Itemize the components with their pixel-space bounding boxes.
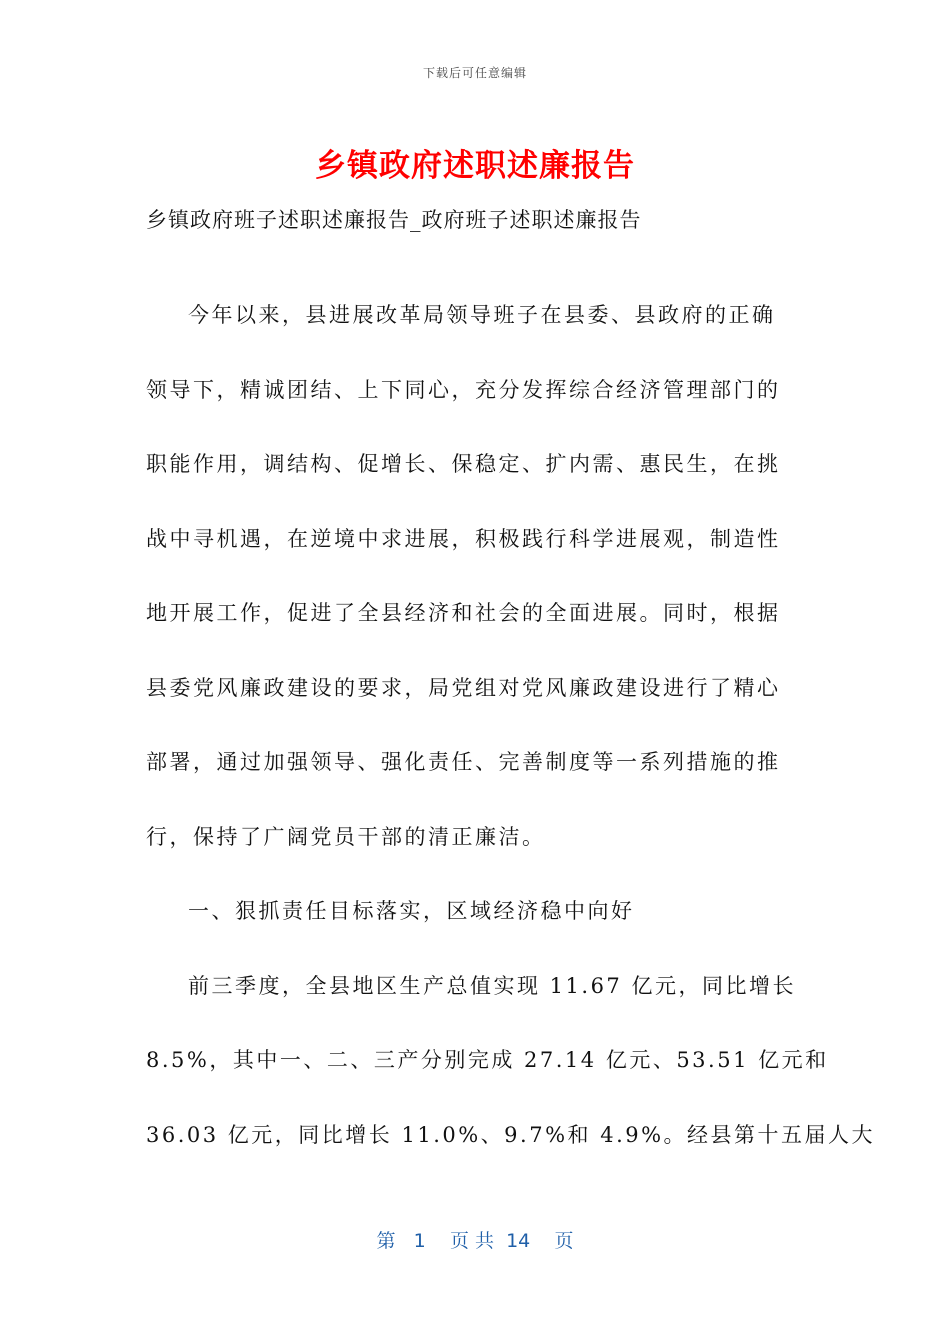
footer-suffix: 页 — [554, 1230, 574, 1252]
paragraph-line: 领导下，精诚团结、上下同心，充分发挥综合经济管理部门的 — [146, 377, 781, 402]
footer-middle: 页 共 — [449, 1230, 494, 1252]
paragraph-line: 地开展工作，促进了全县经济和社会的全面进展。同时，根据 — [146, 601, 781, 625]
document-subtitle: 乡镇政府班子述职述廉报告_政府班子述职述廉报告 — [146, 208, 642, 232]
section-heading-text: 一、狠抓责任目标落实，区域经济稳中向好 — [188, 899, 635, 923]
header-note: 下载后可任意编辑 — [422, 66, 527, 80]
footer-total-pages: 14 — [506, 1230, 531, 1252]
document-title: 乡镇政府述职述廉报告 — [315, 148, 635, 184]
paragraph-line: 前三季度，全县地区生产总值实现 11.67 亿元，同比增长 — [188, 973, 796, 998]
paragraph-line: 部署，通过加强领导、强化责任、完善制度等一系列措施的推 — [146, 750, 781, 774]
document-body — [146, 278, 876, 1172]
footer-prefix: 第 — [376, 1230, 396, 1252]
paragraph-line: 职能作用，调结构、促增长、保稳定、扩内需、惠民生，在挑 — [146, 452, 781, 476]
paragraph-intro — [146, 278, 806, 874]
paragraph-line: 县委党风廉政建设的要求，局党组对党风廉政建设进行了精心 — [146, 675, 781, 700]
page-footer — [0, 1226, 950, 1253]
paragraph-line: 战中寻机遇，在逆境中求进展，积极践行科学进展观，制造性 — [146, 526, 781, 551]
section-heading — [146, 874, 806, 949]
paragraph-line: 36.03 亿元，同比增长 11.0%、9.7%和 4.9%。经县第十五届人大 — [146, 1122, 876, 1147]
paragraph-line: 8.5%，其中一、二、三产分别完成 27.14 亿元、53.51 亿元和 — [146, 1048, 829, 1072]
paragraph-line: 行，保持了广阔党员干部的清正廉洁。 — [146, 824, 546, 849]
paragraph-line: 今年以来，县进展改革局领导班子在县委、县政府的正确 — [188, 303, 776, 327]
footer-page-number: 1 — [413, 1230, 426, 1252]
paragraph-economy — [146, 949, 876, 1173]
